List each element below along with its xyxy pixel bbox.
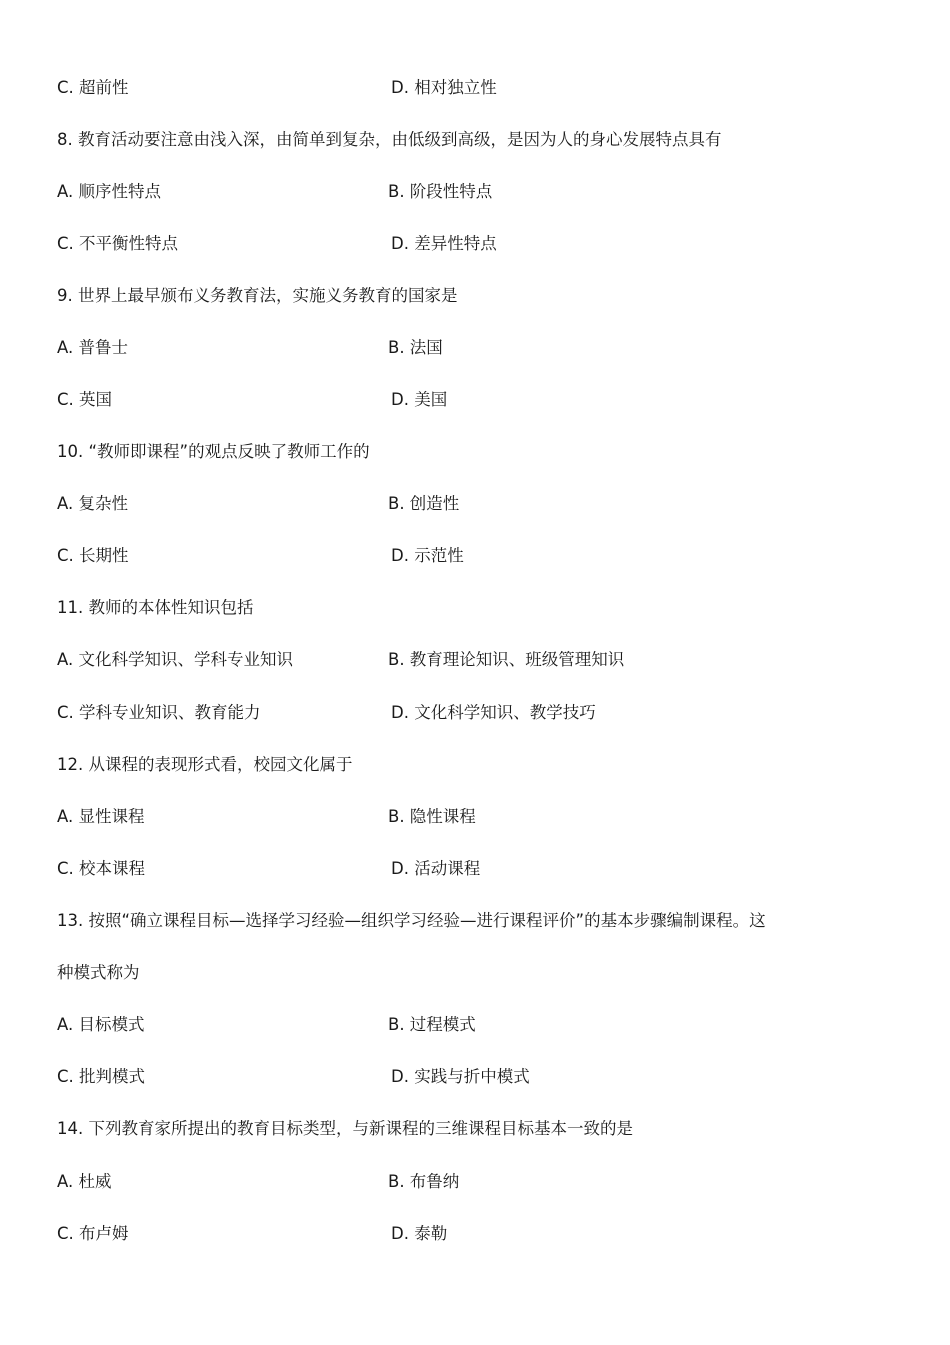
option-d: D. 美国 <box>391 390 448 409</box>
question-11: 11. 教师的本体性知识包括 <box>57 598 254 617</box>
option-b: B. 创造性 <box>388 494 460 513</box>
option-a: A. 显性课程 <box>57 807 145 826</box>
option-d: D. 示范性 <box>391 546 464 565</box>
option-c: C. 不平衡性特点 <box>57 234 179 253</box>
option-d: D. 文化科学知识、教学技巧 <box>391 703 596 722</box>
option-a: A. 复杂性 <box>57 494 128 513</box>
option-a: A. 目标模式 <box>57 1015 145 1034</box>
option-b: B. 法国 <box>388 338 443 357</box>
option-d: D. 泰勒 <box>391 1224 448 1243</box>
option-d: D. 实践与折中模式 <box>391 1067 530 1086</box>
question-13-continued: 种模式称为 <box>57 963 140 982</box>
option-b: B. 隐性课程 <box>388 807 476 826</box>
option-c: C. 校本课程 <box>57 859 146 878</box>
question-14: 14. 下列教育家所提出的教育目标类型，与新课程的三维课程目标基本一致的是 <box>57 1119 633 1138</box>
option-a: A. 文化科学知识、学科专业知识 <box>57 650 293 669</box>
option-b: B. 教育理论知识、班级管理知识 <box>388 650 625 669</box>
question-12: 12. 从课程的表现形式看，校园文化属于 <box>57 755 353 774</box>
option-c: C. 英国 <box>57 390 113 409</box>
option-d: D. 差异性特点 <box>391 234 497 253</box>
question-8: 8. 教育活动要注意由浅入深，由简单到复杂，由低级到高级，是因为人的身心发展特点具有 <box>57 130 722 149</box>
option-d: D. 相对独立性 <box>391 78 497 97</box>
option-c: C. 长期性 <box>57 546 129 565</box>
option-a: A. 普鲁士 <box>57 338 128 357</box>
option-a: A. 杜威 <box>57 1172 112 1191</box>
question-9: 9. 世界上最早颁布义务教育法，实施义务教育的国家是 <box>57 286 458 305</box>
option-d: D. 活动课程 <box>391 859 481 878</box>
option-c: C. 学科专业知识、教育能力 <box>57 703 261 722</box>
option-a: A. 顺序性特点 <box>57 182 161 201</box>
option-c: C. 超前性 <box>57 78 129 97</box>
option-b: B. 过程模式 <box>388 1015 476 1034</box>
question-10: 10. “教师即课程”的观点反映了教师工作的 <box>57 442 370 461</box>
question-13: 13. 按照“确立课程目标—选择学习经验—组织学习经验—进行课程评价”的基本步骤编制课程。这 <box>57 911 766 930</box>
option-c: C. 布卢姆 <box>57 1224 129 1243</box>
option-c: C. 批判模式 <box>57 1067 146 1086</box>
option-b: B. 布鲁纳 <box>388 1172 460 1191</box>
option-b: B. 阶段性特点 <box>388 182 493 201</box>
